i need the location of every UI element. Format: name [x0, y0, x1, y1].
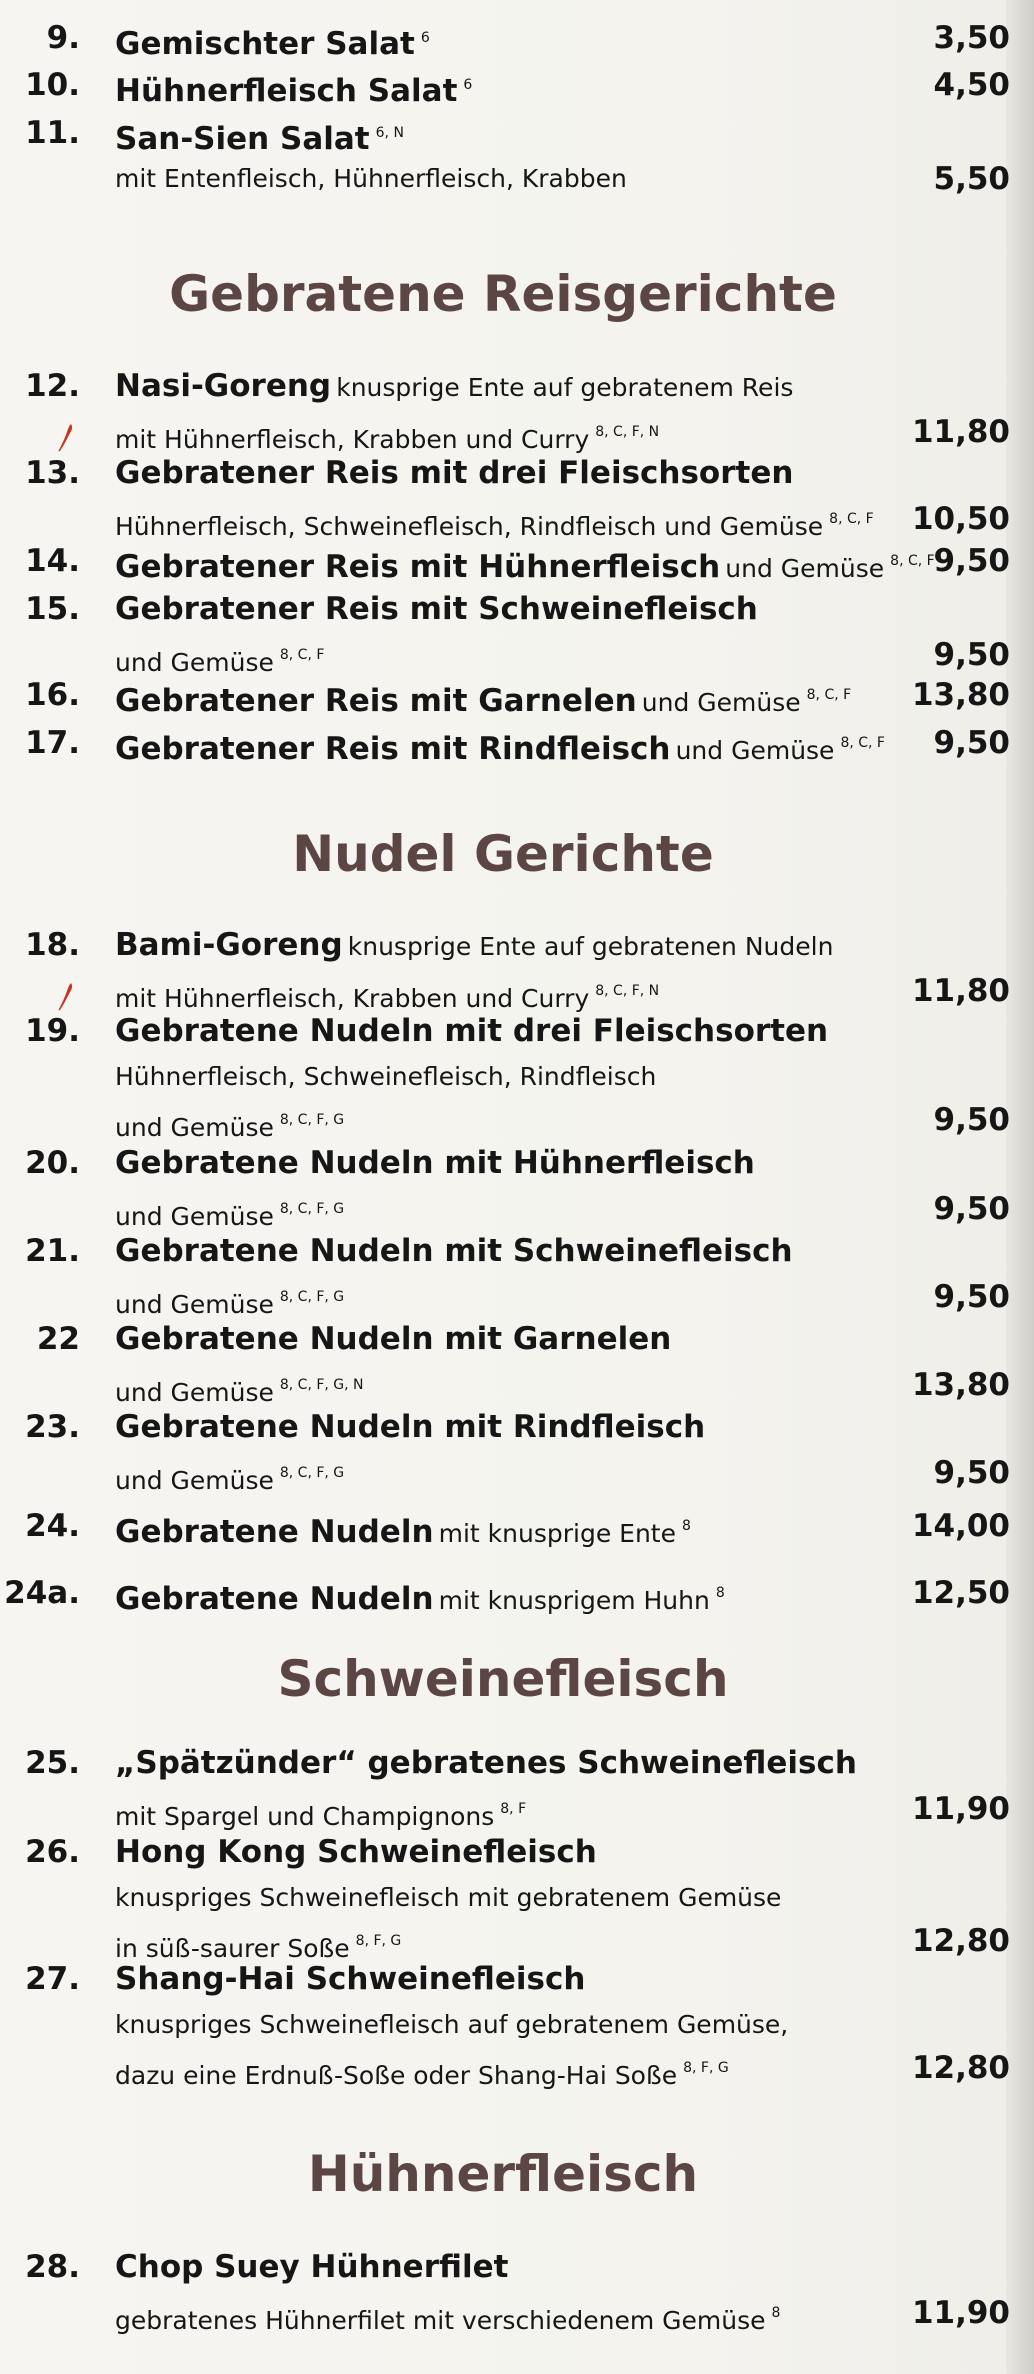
allergen-codes: 8, C, F, G — [279, 1201, 345, 1217]
menu-item-detail-line — [0, 156, 1010, 199]
item-name: „Spätzünder“ gebratenes Schweinefleisch — [115, 1745, 857, 1781]
item-number: 25. — [25, 1745, 80, 1781]
item-title — [115, 586, 1010, 637]
menu-item-detail-line — [0, 1786, 1010, 1829]
item-description: und Gemüse — [725, 554, 885, 583]
menu-item — [0, 1404, 1010, 1493]
allergen-codes: 8, C, F, G — [279, 1289, 345, 1305]
menu-item-title-line — [0, 586, 1010, 632]
item-description: mit Hühnerfleisch, Krabben und Curry — [115, 984, 590, 1013]
item-price: 9,50 — [933, 543, 1010, 579]
item-description: mit knusprigem Huhn — [438, 1586, 710, 1615]
item-description: und Gemüse — [115, 1290, 274, 1319]
item-description: gebratenes Hühnerfilet mit verschiedenem Gemüse — [115, 2306, 766, 2335]
menu-item — [0, 1740, 1010, 1829]
item-detail — [115, 1450, 1010, 1507]
item-number: 19. — [25, 1013, 80, 1049]
item-description: knusprige Ente auf gebratenen Nudeln — [347, 932, 834, 961]
menu-item-title-line — [0, 1570, 1010, 1616]
item-name: Gemischter Salat — [115, 26, 415, 62]
menu-item — [0, 62, 1010, 108]
item-description: dazu eine Erdnuß-Soße oder Shang-Hai Soße — [115, 2061, 678, 2090]
allergen-codes: 8, C, F — [840, 735, 885, 751]
menu-item — [0, 110, 1010, 199]
item-name: Bami-Goreng — [115, 927, 343, 963]
item-title — [115, 1956, 1010, 2007]
menu-item-detail-line — [0, 1918, 1010, 1961]
item-description: und Gemüse — [115, 648, 274, 677]
allergen-codes: 8, C, F, G, N — [279, 1377, 364, 1393]
item-price: 11,90 — [911, 2295, 1010, 2331]
menu-item-title-line — [0, 1829, 1010, 1875]
section-heading: Gebratene Reisgerichte — [169, 265, 837, 323]
item-title — [115, 363, 1010, 414]
menu-item-title-line — [0, 538, 1010, 584]
menu-item-title-line — [0, 2244, 1010, 2290]
menu-item — [0, 2244, 1010, 2333]
item-description: mit Entenfleisch, Hühnerfleisch, Krabben — [115, 164, 627, 193]
allergen-codes: 8, C, F — [829, 511, 874, 527]
menu-item — [0, 538, 1010, 584]
allergen-codes: 8 — [715, 1585, 725, 1601]
item-title — [115, 720, 1010, 777]
item-name: Gebratener Reis mit Garnelen — [115, 683, 637, 719]
menu-item-title-line — [0, 450, 1010, 496]
menu-item-detail-line — [0, 1875, 1010, 1918]
allergen-codes: 8 — [771, 2305, 781, 2321]
menu-item — [0, 15, 1010, 61]
item-number: 17. — [25, 725, 80, 761]
item-price: 9,50 — [933, 725, 1010, 761]
item-title — [115, 1228, 1010, 1279]
item-title — [115, 2244, 1010, 2295]
item-number: 27. — [25, 1961, 80, 1997]
item-name: San-Sien Salat — [115, 121, 370, 157]
item-title — [115, 922, 1010, 973]
menu-item-detail-line — [0, 968, 1010, 1011]
item-name: Gebratener Reis mit Hühnerfleisch — [115, 549, 721, 585]
item-price: 13,80 — [911, 1367, 1010, 1403]
item-number: 15. — [25, 591, 80, 627]
item-description: mit Hühnerfleisch, Krabben und Curry — [115, 425, 590, 454]
item-title — [115, 1404, 1010, 1455]
item-description: und Gemüse — [115, 1466, 274, 1495]
menu-item-title-line — [0, 363, 1010, 409]
item-number: 21. — [25, 1233, 80, 1269]
menu-item — [0, 586, 1010, 675]
item-detail — [115, 2045, 1010, 2102]
item-name: Gebratene Nudeln mit drei Fleischsorten — [115, 1013, 829, 1049]
menu-item-detail-line — [0, 2002, 1010, 2045]
menu-item-title-line — [0, 110, 1010, 156]
item-number: 11. — [25, 115, 80, 151]
item-price: 9,50 — [933, 1455, 1010, 1491]
item-price: 4,50 — [933, 67, 1010, 103]
item-detail — [115, 1054, 1010, 1103]
item-price: 10,50 — [911, 501, 1010, 537]
menu-item-title-line — [0, 15, 1010, 61]
menu-item-title-line — [0, 1740, 1010, 1786]
item-title — [115, 1316, 1010, 1367]
item-price: 9,50 — [933, 1191, 1010, 1227]
allergen-codes: 6 — [463, 77, 473, 93]
allergen-codes: 8, F, G — [683, 2060, 729, 2076]
menu-item-title-line — [0, 1008, 1010, 1054]
item-description: mit knusprige Ente — [438, 1519, 676, 1548]
menu-item — [0, 1140, 1010, 1229]
item-number: 14. — [25, 543, 80, 579]
item-price: 9,50 — [933, 637, 1010, 673]
item-price: 9,50 — [933, 1279, 1010, 1315]
item-title — [115, 1829, 1010, 1880]
allergen-codes: 8, C, F, G — [279, 1112, 345, 1128]
page-edge — [1006, 0, 1034, 2374]
allergen-codes: 8, C, F — [279, 647, 325, 663]
item-price: 3,50 — [933, 20, 1010, 56]
item-description: und Gemüse — [675, 736, 835, 765]
menu-item-detail-line — [0, 1186, 1010, 1229]
item-title — [115, 1570, 1010, 1627]
allergen-codes: 8 — [681, 1518, 691, 1534]
item-detail — [115, 156, 1010, 205]
item-description: und Gemüse — [115, 1202, 274, 1231]
menu-item-detail-line — [0, 1450, 1010, 1493]
item-price: 11,80 — [911, 973, 1010, 1009]
item-number: 10. — [25, 67, 80, 103]
menu-item-detail-line — [0, 2290, 1010, 2333]
item-detail — [115, 2002, 1010, 2051]
menu-item-title-line — [0, 1228, 1010, 1274]
menu-item — [0, 1316, 1010, 1405]
chili-pepper-icon — [58, 423, 74, 453]
item-price: 12,50 — [911, 1575, 1010, 1611]
menu-item — [0, 1228, 1010, 1317]
allergen-codes: 8, F — [500, 1801, 527, 1817]
menu-item — [0, 1503, 1010, 1549]
item-number: 28. — [25, 2249, 80, 2285]
item-price: 13,80 — [911, 677, 1010, 713]
menu-item-title-line — [0, 922, 1010, 968]
menu-item — [0, 1008, 1010, 1140]
menu-item — [0, 1570, 1010, 1616]
item-name: Gebratene Nudeln mit Hühnerfleisch — [115, 1145, 755, 1181]
menu-item — [0, 1956, 1010, 2088]
item-name: Gebratene Nudeln mit Schweinefleisch — [115, 1233, 793, 1269]
menu-item-title-line — [0, 720, 1010, 766]
item-name: Gebratener Reis mit drei Fleischsorten — [115, 455, 794, 491]
item-number: 13. — [25, 455, 80, 491]
menu-item-detail-line — [0, 1362, 1010, 1405]
item-title — [115, 1740, 1010, 1791]
item-number: 24. — [25, 1508, 80, 1544]
allergen-codes: 6 — [420, 30, 430, 46]
item-price: 9,50 — [933, 1102, 1010, 1138]
menu-item-detail-line — [0, 409, 1010, 452]
item-description: Hühnerfleisch, Schweinefleisch, Rindfleisch — [115, 1062, 657, 1091]
item-price: 5,50 — [933, 161, 1010, 197]
menu-item — [0, 922, 1010, 1011]
menu-item-detail-line — [0, 1054, 1010, 1097]
menu-item-title-line — [0, 1404, 1010, 1450]
item-price: 11,90 — [911, 1791, 1010, 1827]
menu-item-detail-line — [0, 2045, 1010, 2088]
menu-item-title-line — [0, 1503, 1010, 1549]
item-description: in süß-saurer Soße — [115, 1934, 350, 1963]
item-name: Nasi-Goreng — [115, 368, 332, 404]
section-heading: Schweinefleisch — [277, 1650, 729, 1708]
menu-item — [0, 720, 1010, 766]
menu-item-title-line — [0, 1956, 1010, 2002]
item-description: und Gemüse — [115, 1113, 274, 1142]
item-description: und Gemüse — [115, 1378, 274, 1407]
menu-item-detail-line — [0, 632, 1010, 675]
allergen-codes: 6, N — [375, 125, 404, 141]
item-title — [115, 1140, 1010, 1191]
menu-item-title-line — [0, 1140, 1010, 1186]
item-detail — [115, 2290, 1010, 2347]
item-name: Hong Kong Schweinefleisch — [115, 1834, 597, 1870]
allergen-codes: 8, C, F — [890, 553, 935, 569]
item-number: 12. — [25, 368, 80, 404]
item-description: Hühnerfleisch, Schweinefleisch, Rindfleisch und Gemüse — [115, 512, 824, 541]
item-price: 14,00 — [911, 1508, 1010, 1544]
item-description: knuspriges Schweinefleisch mit gebratenem Gemüse — [115, 1883, 782, 1912]
item-name: Gebratener Reis mit Schweinefleisch — [115, 591, 758, 627]
item-title — [115, 1008, 1010, 1059]
item-number: 20. — [25, 1145, 80, 1181]
allergen-codes: 8, C, F, G — [279, 1465, 345, 1481]
menu-item — [0, 450, 1010, 539]
item-number: 24a. — [4, 1575, 80, 1611]
item-name: Shang-Hai Schweinefleisch — [115, 1961, 586, 1997]
menu-item-title-line — [0, 672, 1010, 718]
section-heading: Nudel Gerichte — [292, 825, 714, 883]
item-price: 12,80 — [911, 1923, 1010, 1959]
item-title — [115, 450, 1010, 501]
allergen-codes: 8, C, F, N — [595, 424, 660, 440]
item-description: knusprige Ente auf gebratenem Reis — [336, 373, 794, 402]
menu-item — [0, 363, 1010, 452]
menu-item-detail-line — [0, 1097, 1010, 1140]
item-number: 18. — [25, 927, 80, 963]
allergen-codes: 8, C, F — [806, 687, 852, 703]
menu-item-detail-line — [0, 1274, 1010, 1317]
menu-item-title-line — [0, 1316, 1010, 1362]
item-name: Gebratener Reis mit Rindfleisch — [115, 731, 671, 767]
item-detail — [115, 1875, 1010, 1924]
item-name: Chop Suey Hühnerfilet — [115, 2249, 509, 2285]
item-description: mit Spargel und Champignons — [115, 1802, 495, 1831]
item-number: 9. — [46, 20, 80, 56]
item-number: 22 — [36, 1321, 80, 1357]
menu-item-detail-line — [0, 496, 1010, 539]
allergen-codes: 8, C, F, N — [595, 983, 660, 999]
menu-item — [0, 672, 1010, 718]
item-name: Hühnerfleisch Salat — [115, 73, 458, 109]
item-name: Gebratene Nudeln mit Garnelen — [115, 1321, 672, 1357]
menu-item-title-line — [0, 62, 1010, 108]
item-price: 11,80 — [911, 414, 1010, 450]
item-number: 23. — [25, 1409, 80, 1445]
item-name: Gebratene Nudeln mit Rindfleisch — [115, 1409, 706, 1445]
allergen-codes: 8, F, G — [355, 1933, 402, 1949]
menu-item — [0, 1829, 1010, 1961]
item-title — [115, 1503, 1010, 1560]
item-description: und Gemüse — [641, 688, 801, 717]
item-price: 12,80 — [911, 2050, 1010, 2086]
item-description: knuspriges Schweinefleisch auf gebratenem Gemüse, — [115, 2010, 789, 2039]
item-number: 16. — [25, 677, 80, 713]
section-heading: Hühnerfleisch — [307, 2145, 699, 2203]
item-name: Gebratene Nudeln — [115, 1514, 434, 1550]
item-name: Gebratene Nudeln — [115, 1581, 434, 1617]
item-number: 26. — [25, 1834, 80, 1870]
